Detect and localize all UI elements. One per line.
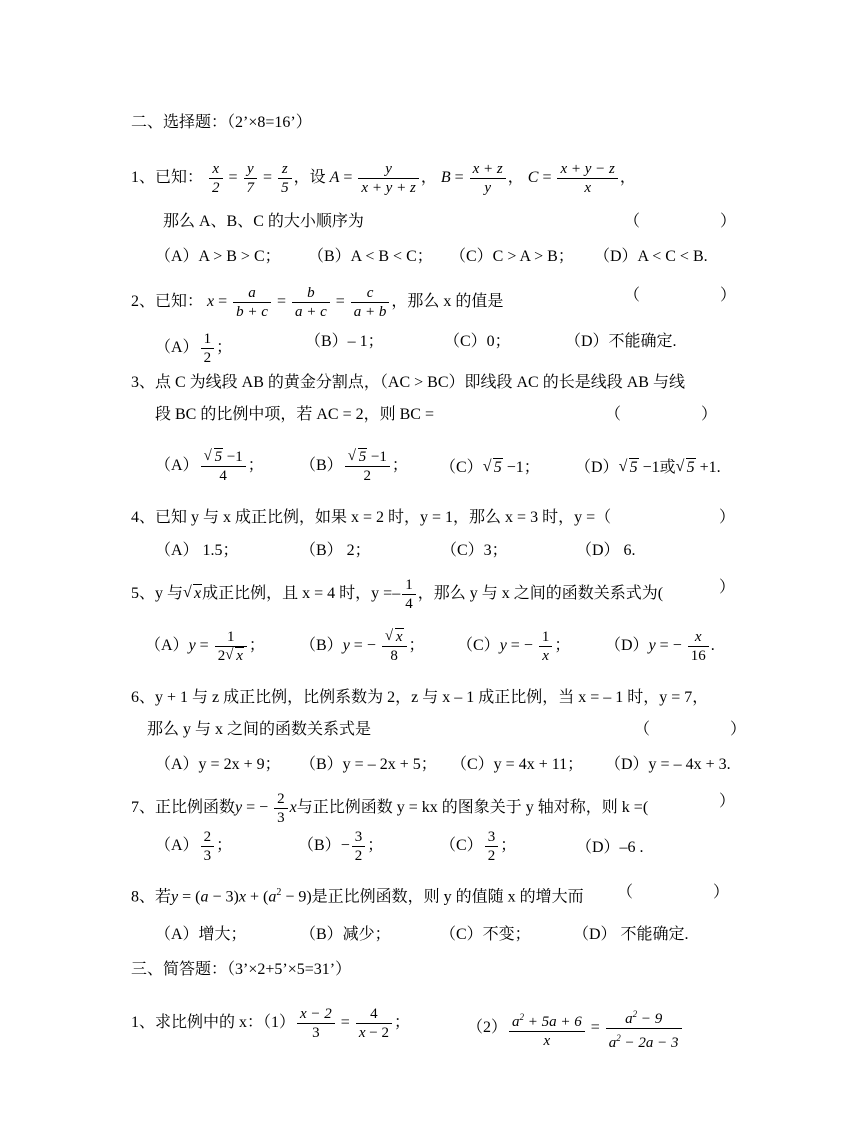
option-c: （C）0；	[444, 333, 511, 350]
option-d: （D）–6 .	[576, 839, 644, 856]
answer-question-1-part2: （2） $\frac{a^2 + 5a + 6}{x}$ = $\frac{a^2 - 9}{a^2 - 2a - 3}$	[467, 1005, 684, 1052]
answer-blank-8: （ ）	[617, 884, 730, 901]
question-5-options	[145, 628, 715, 665]
option-b: （B）减少；	[300, 926, 391, 943]
question-2-options	[155, 330, 677, 367]
option-a: （A）A > B > C；	[155, 248, 281, 265]
option-b: （B）− $\frac{3}{2}$ ；	[298, 829, 384, 864]
option-b: （B）A < B < C；	[308, 248, 433, 265]
section-2-heading: 二、选择题：（2’×8=16’）	[131, 114, 312, 131]
option-b: （B） 2；	[300, 542, 371, 559]
option-d: （D）不能确定.	[565, 333, 677, 350]
question-1: 1、已知： $\frac{x}{2}$ = $\frac{y}{7}$ = $\frac{z}{5}$ ，设 A = $\frac{y}{x + y + z}$ ， B = $\frac{x + z}{y}$ ， C = $\frac{x + y - z}{x}$ ，	[131, 161, 636, 196]
fraction-A: $\frac{y}{x + y + z}$	[358, 160, 418, 197]
answer-blank-7: ）	[719, 793, 736, 810]
question-7: 7、正比例函数y = − $\frac{2}{3}$ x与正比例函数 y = kx 的图象关于 y 轴对称，则 k =(	[131, 791, 649, 826]
option-d: （D）y = – 4x + 3.	[605, 756, 731, 773]
fraction-b: $\frac{b}{a + c}$	[292, 284, 330, 321]
section-3-heading: 三、简答题：（3’×2+5’×5=31’）	[131, 961, 352, 978]
option-b: （B）y = − √ $\frac{x}{8}$ ；	[300, 628, 425, 665]
answer-question-1: 1、求比例中的 x：（1） $\frac{x - 2}{3}$ = $\frac{4}{x - 2}$ ；	[131, 1006, 410, 1041]
option-a: （A） $\frac{1}{2}$ ；	[155, 331, 233, 366]
option-a: （A）y = $\frac{1}{2√ x}$ ；	[145, 637, 265, 654]
option-d: （D）√ 5 −1或√ 5 +1.	[575, 458, 721, 478]
fraction-B: $\frac{x + z}{y}$	[470, 160, 506, 197]
question-5: 5、y 与√ x成正比例，且 x = 4 时，y =– $\frac{1}{4}$ ，那么 y 与 x 之间的函数关系式为(	[131, 576, 663, 613]
option-d: （D）A < C < B.	[594, 248, 708, 265]
answer-blank-6: （ ）	[634, 721, 747, 738]
question-6-line2: 那么 y 与 x 之间的函数关系式是	[147, 721, 372, 738]
question-4: 4、已知 y 与 x 成正比例，如果 x = 2 时，y = 1，那么 x = 3 时，y =（	[131, 509, 612, 526]
question-7-options	[155, 828, 644, 865]
option-a: （A） $\frac{2}{3}$ ；	[155, 829, 233, 864]
fraction-half: $\frac{1}{2}$	[201, 330, 215, 367]
answer-blank-2: （ ）	[624, 287, 737, 304]
question-3-options	[155, 448, 721, 485]
option-d: （D） 6.	[576, 542, 636, 559]
question-3-line1: 3、点 C 为线段 AB 的黄金分割点，（AC > BC）即线段 AC 的长是线段 AB 与线	[131, 374, 685, 391]
option-b: （B） √ $\frac{5 -1}{2}$ ；	[300, 448, 408, 485]
option-a: （A） 1.5；	[155, 542, 239, 559]
fraction-c: $\frac{c}{a + b}$	[351, 284, 390, 321]
answer-blank-5: ）	[719, 579, 736, 596]
option-c: （C） $\frac{3}{2}$ ；	[440, 829, 517, 864]
option-a: （A）增大；	[155, 926, 247, 943]
fraction-x-2: $\frac{x}{2}$	[209, 160, 223, 197]
question-8: 8、若$y = (a - 3)x + (a^2 - 9)$是正比例函数，则 y 的值随 x 的增大而	[131, 887, 584, 906]
option-c: （C）y = 4x + 11；	[451, 756, 584, 773]
option-c: （C）y = − $\frac{1}{x}$ ；	[457, 629, 571, 664]
option-c: （C）C > A > B；	[450, 248, 574, 265]
option-c: （C）√ 5 −1；	[440, 458, 540, 478]
question-1-line2: 那么 A、B、C 的大小顺序为	[163, 213, 364, 230]
answer-blank-3: （ ）	[605, 406, 718, 423]
fraction-4-over: $\frac{4}{x - 2}$	[356, 1005, 392, 1042]
question-6-line1: 6、y + 1 与 z 成正比例，比例系数为 2，z 与 x – 1 成正比例，当 x = – 1 时，y = 7，	[131, 689, 709, 706]
option-a: （A）y = 2x + 9；	[155, 756, 281, 773]
option-c: （C）不变；	[440, 926, 531, 943]
option-d: （D）y = − $\frac{x}{16}$ .	[605, 629, 715, 664]
fraction-y-7: $\frac{y}{7}$	[244, 160, 258, 197]
option-a: （A） √ $\frac{5 -1}{4}$ ；	[155, 457, 264, 474]
fraction-C: $\frac{x + y - z}{x}$	[557, 160, 617, 197]
question-3-line2: 段 BC 的比例中项，若 AC = 2，则 BC =	[155, 406, 434, 423]
option-d: （D） 不能确定.	[573, 926, 689, 943]
fraction-z-5: $\frac{z}{5}$	[278, 160, 292, 197]
option-b: （B）– 1；	[305, 333, 384, 350]
question-2: 2、已知： x = $\frac{a}{b + c}$ = $\frac{b}{a + c}$ = $\frac{c}{a + b}$ ，那么 x 的值是	[131, 285, 504, 320]
option-c: （C）3；	[441, 542, 508, 559]
answer-blank-1: （ ）	[624, 213, 737, 230]
option-b: （B）y = – 2x + 5；	[300, 756, 437, 773]
fraction-a: $\frac{a}{b + c}$	[233, 284, 271, 321]
fraction-x-minus-2: $\frac{x - 2}{3}$	[297, 1005, 335, 1042]
answer-blank-4: ）	[719, 509, 736, 526]
